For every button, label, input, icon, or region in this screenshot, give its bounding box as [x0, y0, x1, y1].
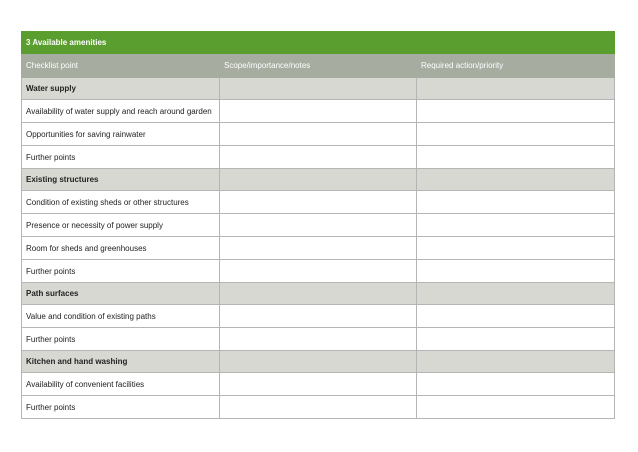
header-required-action: Required action/priority	[417, 54, 615, 78]
checklist-item: Further points	[22, 260, 220, 283]
action-cell[interactable]	[417, 123, 615, 146]
notes-cell[interactable]	[220, 396, 417, 419]
section-blank-cell	[220, 351, 417, 373]
notes-cell[interactable]	[220, 214, 417, 237]
table-row	[22, 373, 615, 396]
table-row	[22, 123, 615, 146]
table-title: 3 Available amenities	[22, 32, 615, 54]
action-cell[interactable]	[417, 146, 615, 169]
action-cell[interactable]	[417, 328, 615, 351]
table-row	[22, 260, 615, 283]
section-blank-cell	[220, 169, 417, 191]
header-checklist-point: Checklist point	[22, 54, 220, 78]
notes-cell[interactable]	[220, 328, 417, 351]
section-row-path-surfaces	[22, 283, 615, 305]
section-name: Path surfaces	[22, 283, 220, 305]
section-row-water-supply	[22, 78, 615, 100]
checklist-table	[21, 31, 615, 419]
action-cell[interactable]	[417, 373, 615, 396]
section-blank-cell	[417, 283, 615, 305]
checklist-item: Room for sheds and greenhouses	[22, 237, 220, 260]
action-cell[interactable]	[417, 191, 615, 214]
notes-cell[interactable]	[220, 191, 417, 214]
header-row	[22, 54, 615, 78]
checklist-item: Further points	[22, 396, 220, 419]
table-row	[22, 214, 615, 237]
section-name: Existing structures	[22, 169, 220, 191]
table-row	[22, 396, 615, 419]
table-row	[22, 191, 615, 214]
section-blank-cell	[417, 169, 615, 191]
amenities-checklist	[21, 31, 614, 419]
notes-cell[interactable]	[220, 373, 417, 396]
section-blank-cell	[220, 283, 417, 305]
section-name: Water supply	[22, 78, 220, 100]
section-blank-cell	[417, 351, 615, 373]
action-cell[interactable]	[417, 396, 615, 419]
section-row-existing-structures	[22, 169, 615, 191]
checklist-item: Value and condition of existing paths	[22, 305, 220, 328]
notes-cell[interactable]	[220, 146, 417, 169]
notes-cell[interactable]	[220, 305, 417, 328]
section-name: Kitchen and hand washing	[22, 351, 220, 373]
checklist-item: Availability of convenient facilities	[22, 373, 220, 396]
table-title-row	[22, 32, 615, 54]
table-row	[22, 305, 615, 328]
checklist-item: Availability of water supply and reach around garden	[22, 100, 220, 123]
notes-cell[interactable]	[220, 260, 417, 283]
action-cell[interactable]	[417, 237, 615, 260]
table-row	[22, 146, 615, 169]
action-cell[interactable]	[417, 214, 615, 237]
checklist-item: Condition of existing sheds or other structures	[22, 191, 220, 214]
action-cell[interactable]	[417, 260, 615, 283]
section-row-kitchen-hand-washing	[22, 351, 615, 373]
action-cell[interactable]	[417, 305, 615, 328]
checklist-item: Further points	[22, 146, 220, 169]
table-row	[22, 100, 615, 123]
table-row	[22, 237, 615, 260]
checklist-item: Further points	[22, 328, 220, 351]
action-cell[interactable]	[417, 100, 615, 123]
notes-cell[interactable]	[220, 123, 417, 146]
checklist-item: Presence or necessity of power supply	[22, 214, 220, 237]
notes-cell[interactable]	[220, 100, 417, 123]
section-blank-cell	[220, 78, 417, 100]
notes-cell[interactable]	[220, 237, 417, 260]
section-blank-cell	[417, 78, 615, 100]
table-row	[22, 328, 615, 351]
checklist-item: Opportunities for saving rainwater	[22, 123, 220, 146]
header-scope-notes: Scope/importance/notes	[220, 54, 417, 78]
